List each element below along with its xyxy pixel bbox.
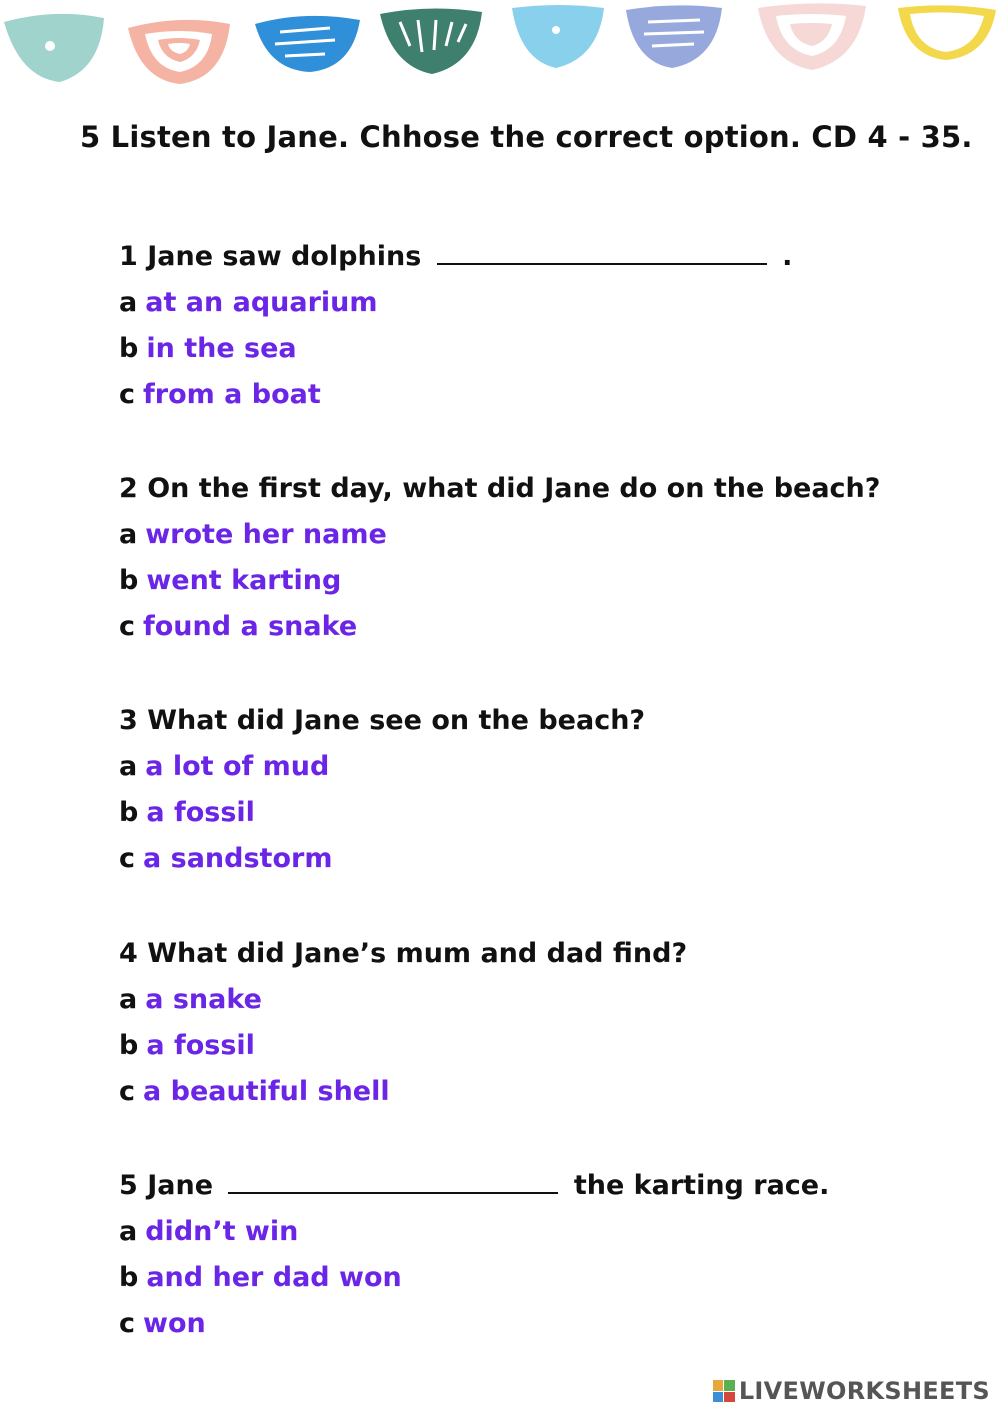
option-letter: a	[119, 287, 138, 318]
option-letter: b	[119, 1030, 139, 1061]
bowl-icon	[4, 14, 104, 82]
option-letter: a	[119, 984, 138, 1015]
question-text: What did Jane see on the beach?	[147, 705, 646, 736]
question-5	[119, 1170, 829, 1201]
option-text[interactable]: a fossil	[146, 1030, 255, 1061]
option-row[interactable]	[119, 1076, 390, 1107]
question-number: 5	[119, 1170, 138, 1201]
option-text[interactable]: a lot of mud	[145, 751, 330, 782]
option-row[interactable]	[119, 611, 357, 642]
option-text[interactable]: from a boat	[143, 379, 321, 410]
option-text[interactable]: found a snake	[143, 611, 358, 642]
option-text[interactable]: won	[143, 1308, 206, 1339]
bowl-icon	[898, 5, 996, 60]
option-text[interactable]: and her dad won	[146, 1262, 402, 1293]
option-row[interactable]	[119, 1308, 206, 1339]
bowl-icon	[380, 8, 482, 74]
question-text: What did Jane’s mum and dad find?	[147, 938, 688, 969]
decorative-bowls-banner	[0, 0, 1000, 90]
option-text[interactable]: a beautiful shell	[143, 1076, 390, 1107]
liveworksheets-logo[interactable]	[713, 1376, 990, 1406]
option-letter: a	[119, 751, 138, 782]
option-letter: c	[119, 379, 136, 410]
answer-blank	[228, 1170, 558, 1194]
question-number: 4	[119, 938, 138, 969]
option-row[interactable]	[119, 984, 262, 1015]
question-4	[119, 938, 687, 969]
option-letter: c	[119, 611, 136, 642]
option-letter: b	[119, 1262, 139, 1293]
option-letter: b	[119, 333, 139, 364]
bowl-icon	[512, 5, 604, 68]
option-row[interactable]	[119, 379, 321, 410]
option-text[interactable]: wrote her name	[145, 519, 387, 550]
question-1	[119, 241, 792, 272]
question-3	[119, 705, 645, 736]
question-number: 3	[119, 705, 138, 736]
bowl-icon	[626, 5, 722, 68]
question-text-before: Jane	[147, 1170, 214, 1201]
option-row[interactable]	[119, 1216, 298, 1247]
option-letter: a	[119, 1216, 138, 1247]
liveworksheets-logo-icon	[713, 1380, 735, 1402]
option-row[interactable]	[119, 797, 255, 828]
question-text: On the first day, what did Jane do on the beach?	[147, 473, 881, 504]
exercise-title: 5 Listen to Jane. Chhose the correct option. CD 4 - 35.	[80, 120, 973, 154]
option-row[interactable]	[119, 565, 341, 596]
option-row[interactable]	[119, 843, 332, 874]
option-letter: c	[119, 1308, 136, 1339]
question-text-after: the karting race.	[573, 1170, 830, 1201]
option-text[interactable]: didn’t win	[145, 1216, 299, 1247]
option-text[interactable]: a sandstorm	[143, 843, 333, 874]
logo-text: LIVEWORKSHEETS	[738, 1377, 990, 1405]
option-text[interactable]: went karting	[146, 565, 342, 596]
question-text-after: .	[782, 241, 793, 272]
bowl-icon	[758, 3, 866, 70]
option-letter: b	[119, 565, 139, 596]
question-number: 1	[119, 241, 138, 272]
option-row[interactable]	[119, 333, 297, 364]
option-letter: c	[119, 843, 136, 874]
bowl-icon	[255, 16, 360, 72]
answer-blank	[437, 241, 767, 265]
option-text[interactable]: a snake	[145, 984, 262, 1015]
bowl-icon	[128, 20, 230, 84]
option-row[interactable]	[119, 1262, 402, 1293]
option-text[interactable]: in the sea	[146, 333, 297, 364]
question-text-before: Jane saw dolphins	[147, 241, 422, 272]
option-row[interactable]	[119, 287, 378, 318]
question-2	[119, 473, 880, 504]
option-row[interactable]	[119, 751, 329, 782]
option-letter: c	[119, 1076, 136, 1107]
option-row[interactable]	[119, 1030, 255, 1061]
option-letter: a	[119, 519, 138, 550]
question-number: 2	[119, 473, 138, 504]
option-row[interactable]	[119, 519, 387, 550]
option-text[interactable]: at an aquarium	[145, 287, 378, 318]
option-letter: b	[119, 797, 139, 828]
option-text[interactable]: a fossil	[146, 797, 255, 828]
